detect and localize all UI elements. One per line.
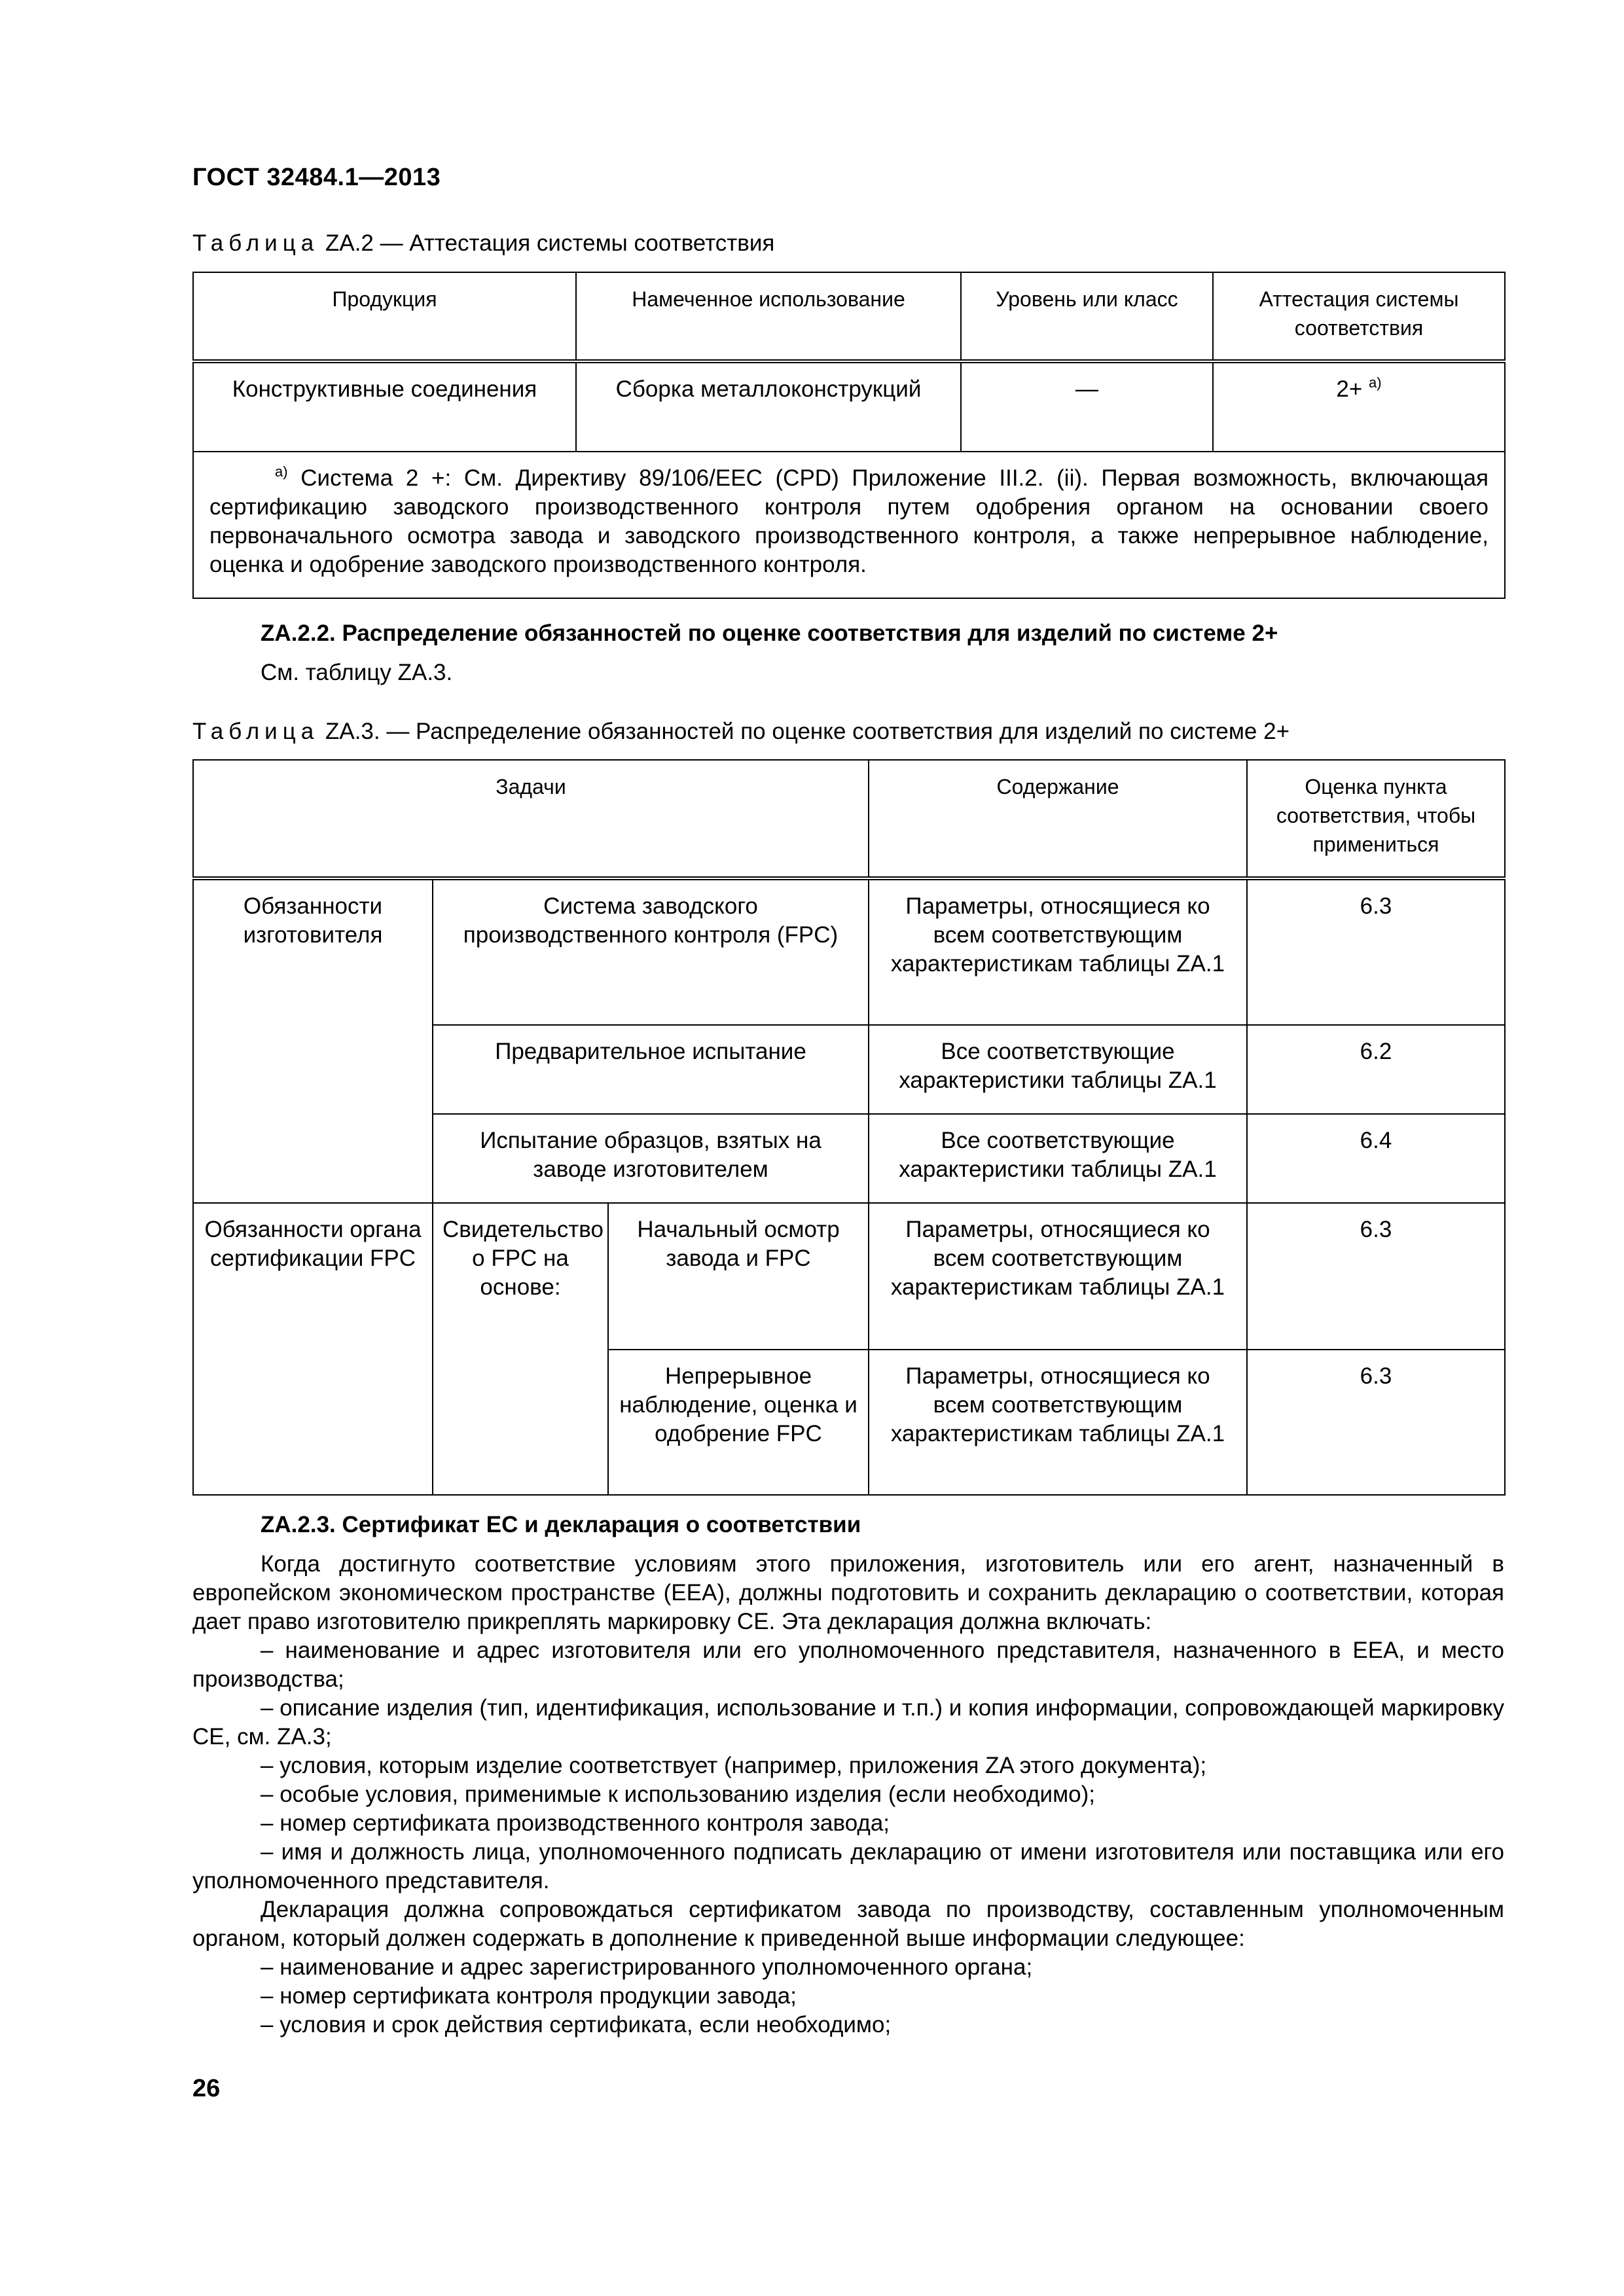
table-za3-caption [192, 719, 1290, 745]
table-za2-footnote [193, 452, 1505, 598]
table-za3 [192, 759, 1506, 1496]
attestation-value: 2+ [1336, 376, 1363, 402]
table-za2-header-attestation: Аттестация системы соответствия [1213, 272, 1505, 361]
sampletest-clause-cell: 6.4 [1247, 1114, 1505, 1203]
section-za22-title: ZA.2.2. Распределение обязанностей по оценке соответствия для изделий по системе 2+ [261, 620, 1278, 646]
footnote-mark: а) [1369, 374, 1382, 391]
initial-clause-cell: 6.3 [1247, 1203, 1505, 1350]
page-number: 26 [192, 2075, 221, 2102]
sampletest-cell: Испытание образцов, взятых на заводе изготовителем [433, 1114, 869, 1203]
section-za23-title: ZA.2.3. Сертификат ЕС и декларация о соответствии [261, 1512, 861, 1537]
list-item: – наименование и адрес зарегистрированного уполномоченного органа; [261, 1954, 1033, 1980]
table-za2 [192, 272, 1506, 599]
fpc-system-cell: Система заводского производственного контроля (FPC) [433, 878, 869, 1025]
list-item: – номер сертификата контроля продукции завода; [261, 1983, 797, 2009]
certificate-cell: Свидетельство о FPC на основе: [433, 1203, 608, 1495]
initial-content-cell: Параметры, относящиеся ко всем соответствующим характеристикам таблицы ZA.1 [869, 1203, 1247, 1350]
pretest-content-cell: Все соответствующие характеристики таблицы ZA.1 [869, 1025, 1247, 1114]
table-za2-caption [192, 230, 774, 257]
table-za3-caption-text: ZA.3. — Распределение обязанностей по оценке соответствия для изделий по системе 2+ [325, 719, 1290, 744]
fpc-content-cell: Параметры, относящиеся ко всем соответствующим характеристикам таблицы ZA.1 [869, 878, 1247, 1025]
list-item: – описание изделия (тип, идентификация, использование и т.п.) и копия информации, сопровождающей маркировку СЕ, см. ZA.3; [192, 1695, 1504, 1749]
table-za3-header-content: Содержание [869, 760, 1247, 878]
table-za2-cell-attestation [1213, 361, 1505, 452]
section-za23-paragraph-2: Декларация должна сопровождаться сертификатом завода по производству, составленным уполномоченным органом, который должен содержать в дополнение к приведенной выше информации следующее: [192, 1897, 1504, 1951]
table-za2-cell-level: — [961, 361, 1213, 452]
table-za3-header-tasks: Задачи [193, 760, 869, 878]
footnote-text: Система 2 +: См. Директиву 89/106/EEC (CPD) Приложение III.2. (ii). Первая возможность, включающая сертификацию заводского производственного контроля путем одобрения органом на основании своего первоначального осмотра завода и заводского производственного контроля, а также непрерывное наблюдение, оценка и одобрение заводского производственного контроля. [209, 465, 1489, 577]
list-item: – условия и срок действия сертификата, если необходимо; [261, 2012, 892, 2037]
footnote-mark: а) [275, 463, 288, 480]
certification-body-cell: Обязанности органа сертификации FPC [193, 1203, 433, 1495]
pretest-clause-cell: 6.2 [1247, 1025, 1505, 1114]
table-word: Таблица [192, 719, 319, 744]
list-item: – наименование и адрес изготовителя или его уполномоченного представителя, назначенного в EEA, и место производства; [192, 1638, 1504, 1692]
table-word: Таблица [192, 230, 319, 256]
initial-inspection-cell: Начальный осмотр завода и FPC [608, 1203, 869, 1350]
manufacturer-tasks-cell: Обязанности изготовителя [193, 878, 433, 1203]
table-za2-caption-text: ZA.2 — Аттестация системы соответствия [325, 230, 775, 256]
list-item: – особые условия, применимые к использованию изделия (если необходимо); [261, 1782, 1096, 1807]
pretest-cell: Предварительное испытание [433, 1025, 869, 1114]
continuous-content-cell: Параметры, относящиеся ко всем соответствующим характеристикам таблицы ZA.1 [869, 1350, 1247, 1495]
sampletest-content-cell: Все соответствующие характеристики таблицы ZA.1 [869, 1114, 1247, 1203]
table-za3-header-clause: Оценка пункта соответствия, чтобы примениться [1247, 760, 1505, 878]
table-za2-header-use: Намеченное использование [576, 272, 961, 361]
list-item: – номер сертификата производственного контроля завода; [261, 1810, 890, 1836]
table-za2-cell-use: Сборка металлоконструкций [576, 361, 961, 452]
table-za2-header-product: Продукция [193, 272, 576, 361]
continuous-clause-cell: 6.3 [1247, 1350, 1505, 1495]
fpc-clause-cell: 6.3 [1247, 878, 1505, 1025]
section-za23-paragraph-1: Когда достигнуто соответствие условиям этого приложения, изготовитель или его агент, назначенный в европейском экономическом пространстве (EEA), должны подготовить и сохранить декларацию о соответствии, которая дает право изготовителю прикреплять маркировку СЕ. Эта декларация должна включать: [192, 1551, 1504, 1634]
section-za22-text: См. таблицу ZA.3. [261, 660, 453, 685]
continuous-surveillance-cell: Непрерывное наблюдение, оценка и одобрение FPC [608, 1350, 869, 1495]
list-item: – условия, которым изделие соответствует (например, приложения ZA этого документа); [261, 1753, 1207, 1778]
table-za2-cell-product: Конструктивные соединения [193, 361, 576, 452]
document-header: ГОСТ 32484.1—2013 [192, 164, 441, 191]
table-za2-header-level: Уровень или класс [961, 272, 1213, 361]
list-item: – имя и должность лица, уполномоченного подписать декларацию от имени изготовителя или поставщика или его уполномоченного представителя. [192, 1839, 1504, 1893]
